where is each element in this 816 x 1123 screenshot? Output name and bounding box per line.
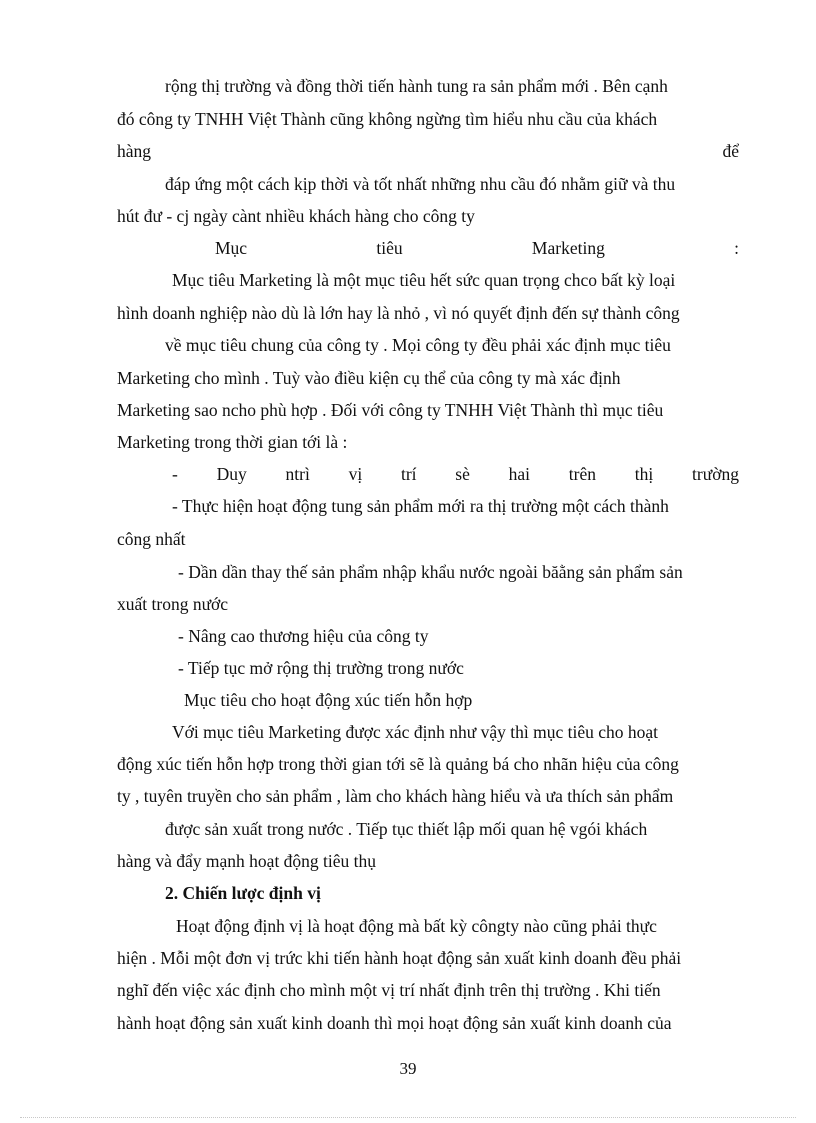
paragraph-3-line-4: được sản xuất trong nước . Tiếp tục thiết lập mối quan hệ vgói khách [165,819,648,839]
paragraph-1-line-4: đáp ứng một cách kịp thời và tốt nhất những nhu cầu đó nhằm giữ và thu [165,174,676,194]
page-number: 39 [399,1059,417,1078]
goal-4: - Nâng cao thương hiệu của công ty [178,626,429,646]
paragraph-1-line-5: hút đư - cj ngày cànt nhiều khách hàng cho công ty [117,206,475,226]
paragraph-4-line-3: nghĩ đến việc xác định cho mình một vị trí nhất định trên thị trường . Khi tiến [117,980,661,1000]
goal-1-word: vị [348,464,363,484]
paragraph-2-line-2: hình doanh nghiệp nào dù là lớn hay là nhỏ , vì nó quyết định đến sự thành công [117,303,680,323]
goal-3-line-1: - Dần dần thay thế sản phẩm nhập khẩu nước ngoài băằng sản phẩm sản [178,562,683,582]
goal-1 [172,462,739,486]
goal-1-word: ntrì [285,464,310,484]
promotion-goal-heading: Mục tiêu cho hoạt động xúc tiến hỗn hợp [184,690,473,710]
goal-1-word: trên [568,464,597,484]
goal-1-word: Duy [216,464,247,484]
paragraph-1-line-3-left: hàng [117,141,152,161]
goal-3-line-2: xuất trong nước [117,594,229,614]
paragraph-1-line-1: rộng thị trường và đồng thời tiến hành tung ra sản phẩm mới . Bên cạnh [165,76,668,96]
paragraph-1-line-3-right: để [722,141,739,161]
heading-word: tiêu [376,238,403,258]
paragraph-4-line-2: hiện . Mỗi một đơn vị trức khi tiến hành hoạt động sản xuất kinh doanh đều phải [117,948,682,968]
paragraph-2-line-1: Mục tiêu Marketing là một mục tiêu hết sức quan trọng chco bất kỳ loại [172,270,676,290]
heading-word: : [734,238,739,258]
paragraph-2-line-6: Marketing trong thời gian tới là : [117,432,348,452]
paragraph-1-line-3 [117,139,739,163]
paragraph-2-line-5: Marketing sao ncho phù hợp . Đối với công ty TNHH Việt Thành thì mục tiêu [117,400,664,420]
heading-word: Mục [215,238,248,258]
heading-word: Marketing [531,238,605,258]
paragraph-4-line-1: Hoạt động định vị là hoạt động mà bất kỳ côngty nào cũng phải thực [176,916,657,936]
section-heading: 2. Chiến lược định vị [165,883,321,903]
paragraph-3-line-1: Với mục tiêu Marketing được xác định như vậy thì mục tiêu cho hoạt [172,722,659,742]
goal-1-word: thị [634,464,654,484]
goal-2-line-2: công nhất [117,529,186,549]
paragraph-4-line-4: hành hoạt động sản xuất kinh doanh thì mọi hoạt động sản xuất kinh doanh của [117,1013,672,1033]
page-bottom-divider [20,1117,796,1118]
marketing-goal-heading [215,236,739,260]
paragraph-3-line-5: hàng và đẩy mạnh hoạt động tiêu thụ [117,851,377,871]
paragraph-3-line-2: động xúc tiến hỗn hợp trong thời gian tới sẽ là quảng bá cho nhãn hiệu của công [117,754,679,774]
goal-1-word: - [172,464,178,484]
paragraph-1-line-2: đó công ty TNHH Việt Thành cũng không ngừng tìm hiểu nhu cầu của khách [117,109,658,129]
goal-1-word: hai [508,464,531,484]
goal-5: - Tiếp tục mở rộng thị trường trong nước [178,658,464,678]
goal-1-word: trí [400,464,417,484]
goal-2-line-1: - Thực hiện hoạt động tung sản phẩm mới ra thị trường một cách thành [172,496,669,516]
goal-1-word: trường [692,464,739,484]
paragraph-2-line-3: về mục tiêu chung của công ty . Mọi công ty đều phải xác định mục tiêu [165,335,671,355]
goal-1-word: sè [455,464,470,484]
paragraph-2-line-4: Marketing cho mình . Tuỳ vào điều kiện cụ thể của công ty mà xác định [117,368,621,388]
paragraph-3-line-3: ty , tuyên truyền cho sản phẩm , làm cho khách hàng hiểu và ưa thích sản phẩm [117,786,674,806]
